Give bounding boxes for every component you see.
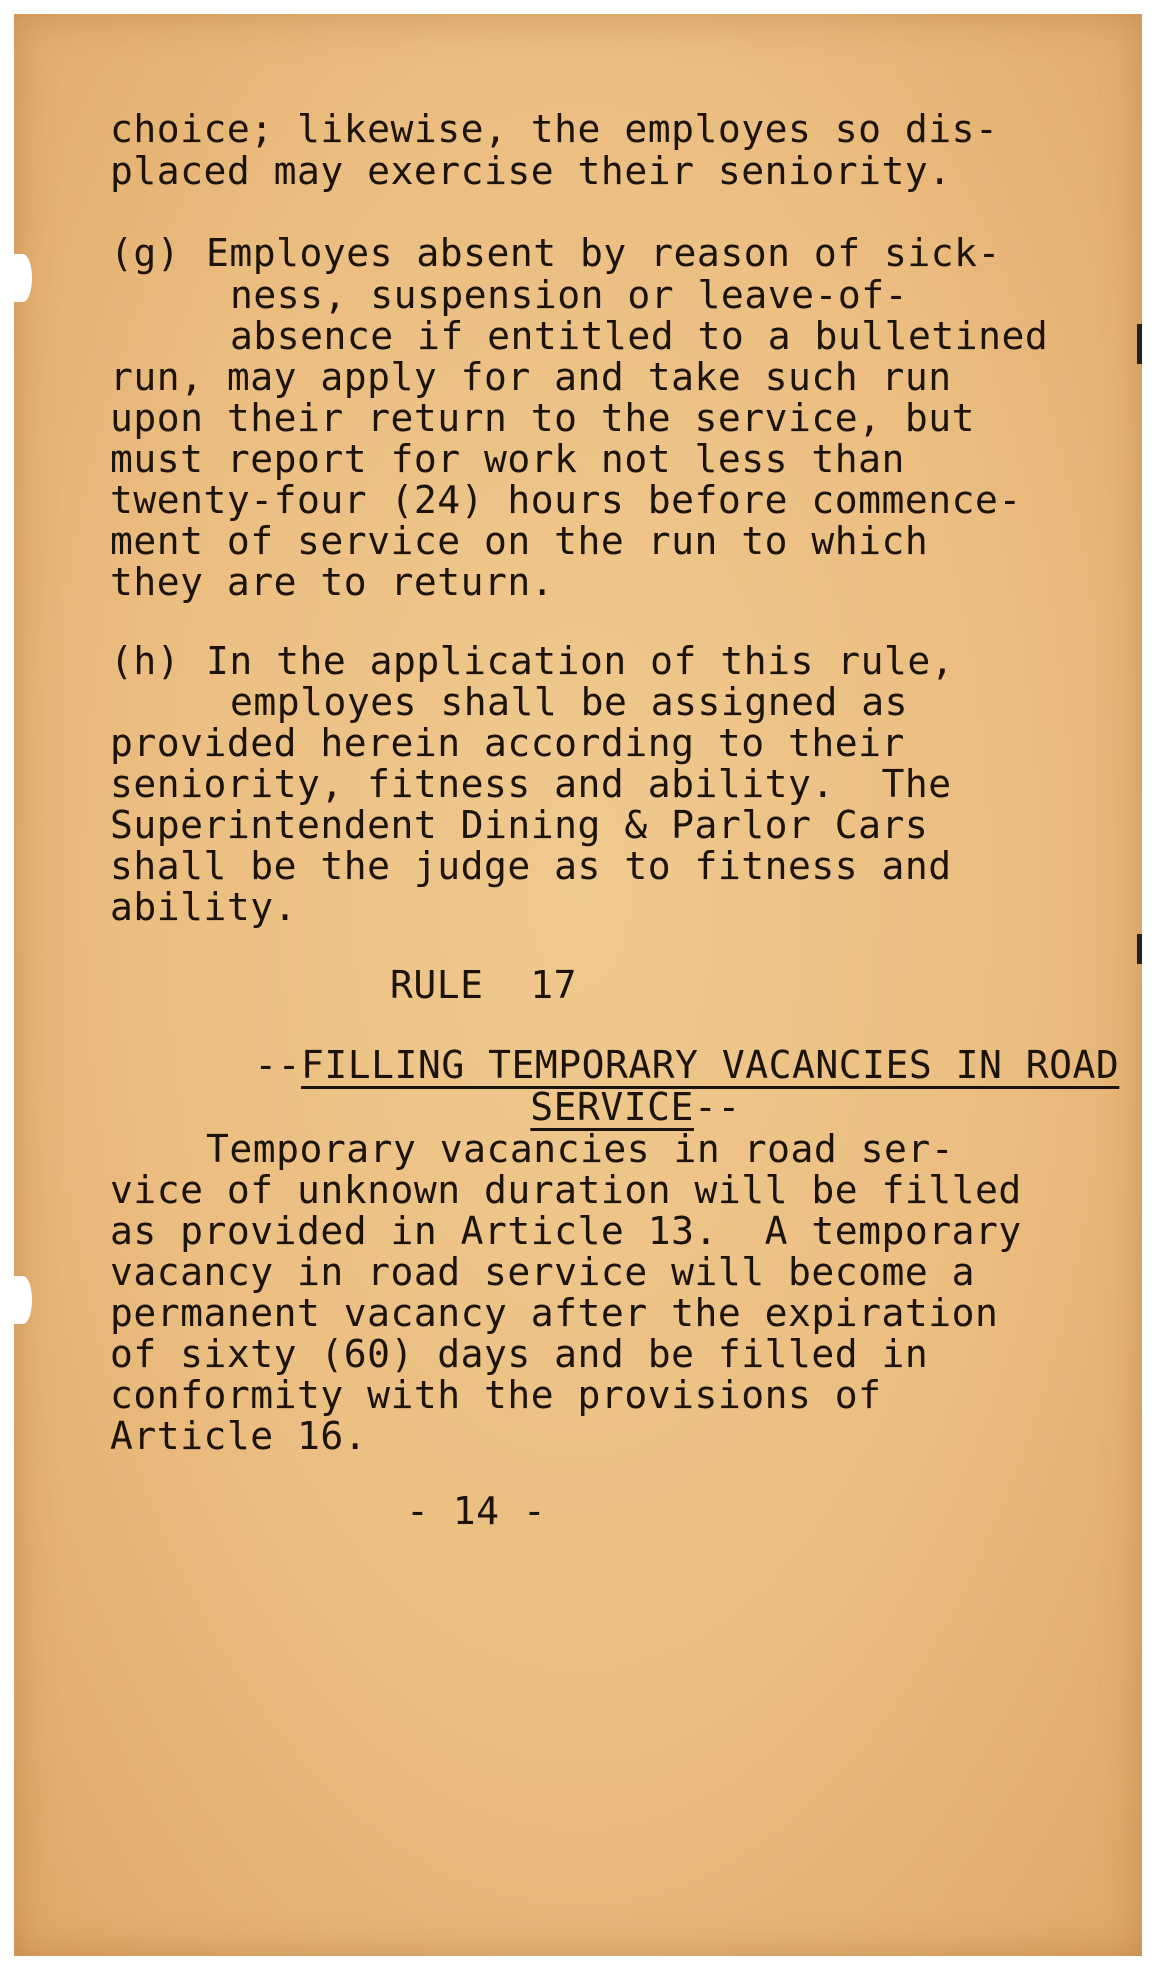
text-line: seniority, fitness and ability. The (110, 762, 952, 806)
text-line: permanent vacancy after the expiration (110, 1291, 999, 1335)
text-line: ment of service on the run to which (110, 519, 929, 563)
text-line: must report for work not less than (110, 437, 905, 481)
text-line: conformity with the provisions of (110, 1373, 882, 1417)
text-line: choice; likewise, the employes so dis- (110, 107, 999, 151)
text-line: Superintendent Dining & Parlor Cars (110, 803, 929, 847)
text-line: of sixty (60) days and be filled in (110, 1332, 929, 1376)
binding-hole-bottom (14, 1276, 32, 1324)
paper-sheet (14, 14, 1142, 1956)
rule-title-text: SERVICE (530, 1085, 694, 1129)
rule-title-dash-lead: -- (254, 1043, 302, 1087)
text-line: In the application of this rule, (206, 639, 955, 683)
text-line: shall be the judge as to fitness and (110, 844, 952, 888)
text-line: ness, suspension or leave-of- (230, 273, 908, 317)
binding-hole-top (14, 254, 32, 302)
text-line: as provided in Article 13. A temporary (110, 1209, 1022, 1253)
text-line: ability. (110, 885, 298, 929)
text-line: provided herein according to their (110, 721, 905, 765)
edge-mark-lower (1137, 934, 1142, 964)
page-number: - 14 - (406, 1489, 547, 1533)
text-line: twenty-four (24) hours before commence- (110, 478, 1022, 522)
text-line: upon their return to the service, but (110, 396, 975, 440)
text-line: they are to return. (110, 560, 555, 604)
rule-number: RULE 17 (390, 963, 578, 1007)
text-line: vacancy in road service will become a (110, 1250, 975, 1294)
text-line: employes shall be assigned as (230, 680, 908, 724)
text-line: Article 16. (110, 1414, 368, 1458)
rule-title-text: FILLING TEMPORARY VACANCIES IN ROAD (301, 1043, 1120, 1087)
edge-mark-upper (1137, 324, 1142, 364)
rule-title-dash-trail: -- (693, 1085, 741, 1129)
text-line: run, may apply for and take such run (110, 355, 952, 399)
text-line: Employes absent by reason of sick- (206, 231, 1001, 275)
paragraph-label: (g) (110, 231, 181, 275)
text-line: Temporary vacancies in road ser- (206, 1127, 955, 1171)
text-line: placed may exercise their seniority. (110, 149, 952, 193)
text-line: absence if entitled to a bulletined (230, 314, 1049, 358)
text-line: vice of unknown duration will be filled (110, 1168, 1022, 1212)
paragraph-label: (h) (110, 639, 181, 683)
